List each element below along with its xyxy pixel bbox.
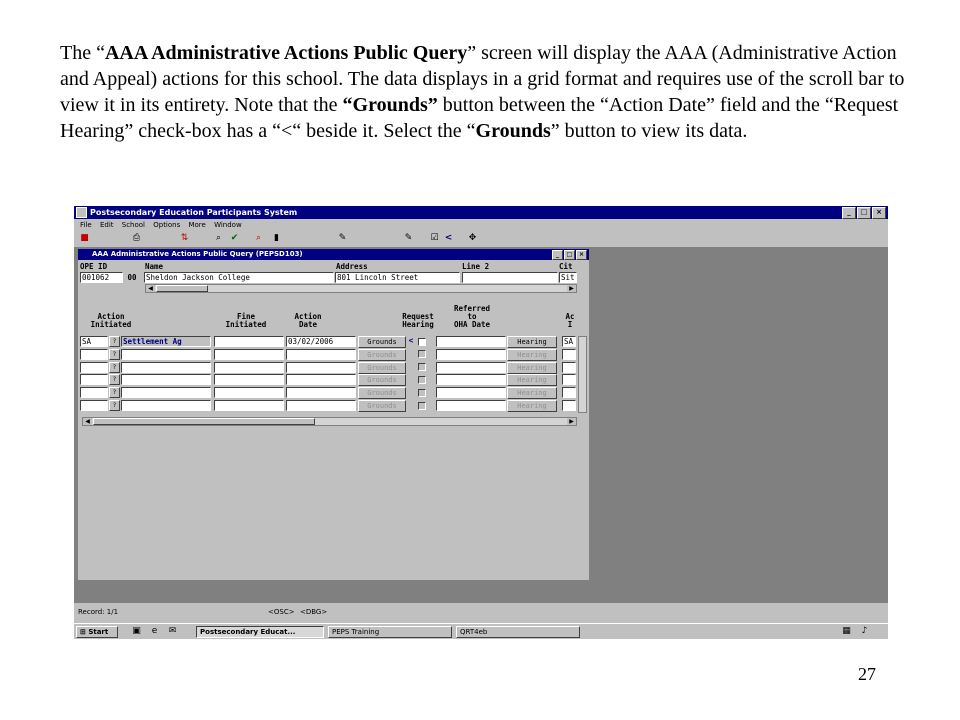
action-date-field[interactable]	[286, 374, 356, 385]
fine-initiated-field[interactable]	[214, 349, 284, 360]
referred-oha-label: Referred to OHA Date	[453, 304, 491, 329]
app-system-icon[interactable]	[76, 207, 87, 218]
header-scrollbar[interactable]	[145, 284, 577, 293]
dbg-status: <DBG>	[300, 608, 328, 616]
hearing-button[interactable]: Hearing	[507, 336, 557, 348]
ac-field[interactable]	[562, 400, 576, 411]
oha-date-field[interactable]	[436, 400, 506, 411]
toolbar-marker: <	[444, 233, 453, 243]
grid-scroll-left-icon[interactable]: ◀	[83, 418, 92, 425]
city-field[interactable]: Sit	[559, 272, 577, 283]
screen-name: AAA Administrative Actions Public Query	[104, 42, 468, 64]
description-paragraph: The “AAA Administrative Actions Public Query” screen will display the AAA (Administrative Action and Appeal) actions for this school. The data displays in a grid format and requires use of the scroll bar to view it in its entirety. Note that the “Grounds” button between the “Action Date” field and the “Request Hearing” check-box has a “<“ beside it. Select the “Grounds” button to view its data.	[60, 42, 905, 142]
fine-initiated-field[interactable]	[214, 336, 284, 347]
request-hearing-checkbox[interactable]	[418, 363, 426, 371]
osc-status: <OSC>	[268, 608, 295, 616]
menu-file[interactable]: File	[80, 221, 92, 229]
exit-icon[interactable]: ■	[80, 233, 89, 243]
grounds-term: “Grounds”	[342, 94, 438, 116]
hearing-button[interactable]: Hearing	[507, 387, 557, 399]
form-titlebar	[78, 249, 589, 260]
page-number: 27	[858, 664, 876, 684]
scroll-right-icon[interactable]: ▶	[567, 285, 576, 292]
action-desc-field	[121, 400, 211, 411]
menu-school[interactable]: School	[121, 221, 145, 229]
action-date-field[interactable]	[286, 400, 356, 411]
task-peps[interactable]: Postsecondary Educat...	[196, 626, 324, 638]
start-button[interactable]: ⊞ Start	[76, 626, 118, 638]
print-icon[interactable]: ⎙	[132, 233, 141, 243]
request-hearing-label: Request Hearing	[402, 312, 434, 329]
name-label: Name	[145, 262, 164, 271]
grounds-button[interactable]: Grounds	[358, 362, 406, 374]
ac-field[interactable]	[562, 387, 576, 398]
grounds-term-2: Grounds	[475, 120, 551, 142]
grounds-button[interactable]: Grounds	[358, 400, 406, 412]
grid-scroll-thumb[interactable]	[93, 418, 315, 425]
action-desc-field	[121, 374, 211, 385]
checkbox-edit-icon[interactable]: ☑	[430, 233, 439, 243]
menu-edit[interactable]: Edit	[99, 221, 114, 229]
fine-initiated-field[interactable]	[214, 400, 284, 411]
request-hearing-checkbox[interactable]	[418, 376, 426, 384]
ac-field[interactable]	[562, 349, 576, 360]
form-minimize-button[interactable]: _	[552, 250, 563, 260]
request-hearing-checkbox[interactable]	[418, 402, 426, 410]
form-close-button[interactable]: ×	[576, 250, 587, 260]
action-code-field[interactable]	[80, 362, 108, 373]
edit-icon[interactable]: ✎	[338, 233, 347, 243]
action-code-field[interactable]	[80, 349, 108, 360]
close-button[interactable]: ×	[872, 207, 886, 219]
grounds-button[interactable]: Grounds	[358, 349, 406, 361]
quicklaunch-desktop-icon[interactable]: ▣	[132, 626, 141, 636]
hearing-button[interactable]: Hearing	[507, 362, 557, 374]
request-hearing-checkbox[interactable]	[418, 389, 426, 397]
ope-id-label: OPE ID	[80, 262, 108, 271]
fine-initiated-field[interactable]	[214, 362, 284, 373]
task-peps-training[interactable]: PEPS Training	[328, 626, 452, 638]
ac-label: Ac I	[565, 312, 575, 329]
address-label: Address	[336, 262, 368, 271]
action-code-field[interactable]	[80, 400, 108, 411]
menu-options[interactable]: Options	[153, 221, 181, 229]
execute-icon[interactable]: ✔	[230, 233, 239, 243]
ac-field[interactable]: SA	[562, 336, 576, 347]
sort-icon[interactable]: ⇅	[180, 233, 189, 243]
action-date-field[interactable]	[286, 362, 356, 373]
taskbar	[74, 623, 888, 639]
action-desc-field	[121, 349, 211, 360]
screenshot	[74, 206, 888, 639]
list-of-values-icon[interactable]: ?	[109, 349, 120, 360]
address-field[interactable]: 801 Lincoln Street	[335, 272, 460, 283]
app-titlebar	[74, 206, 888, 219]
menu-more[interactable]: More	[188, 221, 206, 229]
fine-initiated-label: Fine Initiated	[225, 312, 267, 329]
action-desc-field	[121, 362, 211, 373]
ope-id-field[interactable]: 001062	[80, 272, 123, 283]
fine-initiated-field[interactable]	[214, 387, 284, 398]
ope-suffix: 00	[127, 273, 137, 282]
grid-vertical-scrollbar[interactable]	[578, 336, 587, 413]
pen-icon[interactable]: ✎	[404, 233, 413, 243]
oha-date-field[interactable]	[436, 374, 506, 385]
maximize-button[interactable]: □	[857, 207, 871, 219]
oha-date-field[interactable]	[436, 349, 506, 360]
help-icon[interactable]: ✥	[468, 233, 477, 243]
grid-scroll-right-icon[interactable]: ▶	[567, 418, 576, 425]
fine-initiated-field[interactable]	[214, 374, 284, 385]
oha-date-field[interactable]	[436, 336, 506, 347]
hearing-button[interactable]: Hearing	[507, 400, 557, 412]
mdi-background	[594, 248, 888, 603]
menu-window[interactable]: Window	[214, 221, 242, 229]
action-code-field[interactable]	[80, 374, 108, 385]
action-date-field[interactable]	[286, 387, 356, 398]
city-label: Cit	[559, 262, 573, 271]
action-date-field[interactable]	[286, 349, 356, 360]
header-scroll-thumb[interactable]	[156, 285, 208, 292]
form-maximize-button[interactable]: □	[564, 250, 575, 260]
toolbar	[74, 231, 888, 248]
list-of-values-icon[interactable]: ?	[109, 362, 120, 373]
grounds-button[interactable]: Grounds	[358, 336, 406, 348]
action-initiated-label: Action Initiated	[90, 312, 132, 329]
query-icon[interactable]: ⌕	[215, 233, 222, 243]
action-date-field[interactable]: 03/02/2006	[286, 336, 356, 347]
list-of-values-icon[interactable]: ?	[109, 400, 120, 411]
hearing-button[interactable]: Hearing	[507, 349, 557, 361]
list-of-values-icon[interactable]: ?	[109, 387, 120, 398]
cancel-query-icon[interactable]: ⌕	[255, 233, 262, 243]
minimize-button[interactable]: _	[842, 207, 856, 219]
action-date-label: Action Date	[294, 312, 322, 329]
request-hearing-checkbox[interactable]	[418, 350, 426, 358]
ac-field[interactable]	[562, 374, 576, 385]
line2-field[interactable]	[462, 272, 558, 283]
list-of-values-icon[interactable]: ?	[109, 336, 120, 347]
task-qrt4eb[interactable]: QRT4eb	[456, 626, 580, 638]
list-of-values-icon[interactable]: ?	[109, 374, 120, 385]
oha-date-field[interactable]	[436, 387, 506, 398]
quicklaunch-ie-icon[interactable]: e	[151, 626, 158, 636]
aaa-query-window	[77, 248, 590, 581]
app-title: Postsecondary Education Participants System	[90, 208, 298, 217]
menubar	[74, 219, 888, 231]
action-desc-field	[121, 387, 211, 398]
line2-label: Line 2	[462, 262, 490, 271]
record-icon[interactable]: ▮	[274, 233, 279, 243]
action-code-field[interactable]: SA	[80, 336, 108, 347]
action-desc-field: Settlement Ag	[121, 336, 211, 347]
grounds-marker: <	[408, 336, 414, 345]
grid-scrollbar[interactable]	[82, 417, 577, 426]
form-title: AAA Administrative Actions Public Query (PEPSD103)	[92, 250, 303, 258]
request-hearing-checkbox[interactable]	[418, 338, 426, 346]
ac-field[interactable]	[562, 362, 576, 373]
tray-speaker-icon: ♪	[861, 626, 868, 636]
quicklaunch-mail-icon[interactable]: ✉	[168, 626, 177, 636]
hearing-button[interactable]: Hearing	[507, 374, 557, 386]
tray-network-icon: ▦	[842, 626, 851, 636]
action-code-field[interactable]	[80, 387, 108, 398]
grounds-button[interactable]: Grounds	[358, 387, 406, 399]
statusbar	[74, 603, 888, 623]
grounds-button[interactable]: Grounds	[358, 374, 406, 386]
oha-date-field[interactable]	[436, 362, 506, 373]
record-status: Record: 1/1	[78, 608, 119, 616]
scroll-left-icon[interactable]: ◀	[146, 285, 155, 292]
name-field[interactable]: Sheldon Jackson College	[144, 272, 334, 283]
